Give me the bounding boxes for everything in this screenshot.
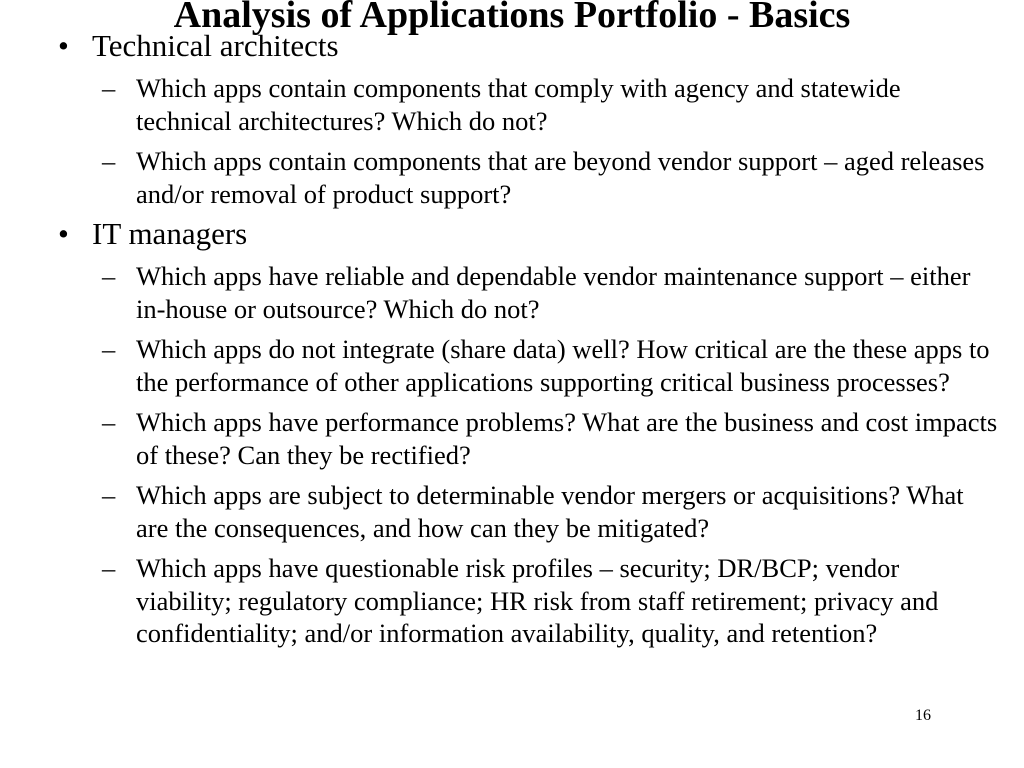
bullet-it-managers — [58, 216, 998, 252]
sub-bullet — [58, 406, 998, 471]
sub-list-it-managers — [58, 260, 998, 650]
sub-bullet-text: Which apps contain components that comply with agency and statewide technical architectures? Which do not? — [136, 73, 901, 136]
sub-bullet-text: Which apps are subject to determinable vendor mergers or acquisitions? What are the consequences, and how can they be mitigated? — [136, 480, 964, 543]
slide-content — [58, 28, 998, 650]
sub-bullet — [58, 552, 998, 650]
slide-title: Analysis of Applications Portfolio - Basics — [173, 0, 851, 36]
sub-bullet-text: Which apps contain components that are beyond vendor support – aged releases and/or removal of product support? — [136, 146, 985, 209]
dash-glyph: – — [102, 407, 116, 437]
dash-glyph: – — [102, 146, 116, 176]
page-number: 16 — [915, 707, 931, 724]
sub-bullet — [58, 72, 998, 137]
sub-bullet-text: Which apps have questionable risk profiles – security; DR/BCP; vendor viability; regulatory compliance; HR risk from staff retirement; privacy and confidentiality; and/or information availability, quality, and retention? — [136, 553, 939, 648]
bullet-heading: IT managers — [92, 216, 248, 251]
dash-glyph: – — [102, 480, 116, 510]
sub-bullet-text: Which apps have performance problems? What are the business and cost impacts of these? Can they be rectified? — [136, 407, 998, 470]
bullet-heading: Technical architects — [92, 28, 339, 63]
sub-list-technical-architects — [58, 72, 998, 210]
sub-bullet-text: Which apps have reliable and dependable vendor maintenance support – either in-house or outsource? Which do not? — [136, 261, 971, 324]
dash-glyph: – — [102, 334, 116, 364]
sub-bullet — [58, 333, 998, 398]
dash-glyph: – — [102, 553, 116, 583]
dash-glyph: – — [102, 261, 116, 291]
sub-bullet — [58, 260, 998, 325]
sub-bullet — [58, 145, 998, 210]
bullet-glyph: • — [58, 28, 69, 63]
bullet-technical-architects — [58, 28, 998, 64]
sub-bullet — [58, 479, 998, 544]
sub-bullet-text: Which apps do not integrate (share data) well? How critical are the these apps to the performance of other applications supporting critical business processes? — [136, 334, 990, 397]
dash-glyph: – — [102, 73, 116, 103]
bullet-glyph: • — [58, 216, 69, 251]
